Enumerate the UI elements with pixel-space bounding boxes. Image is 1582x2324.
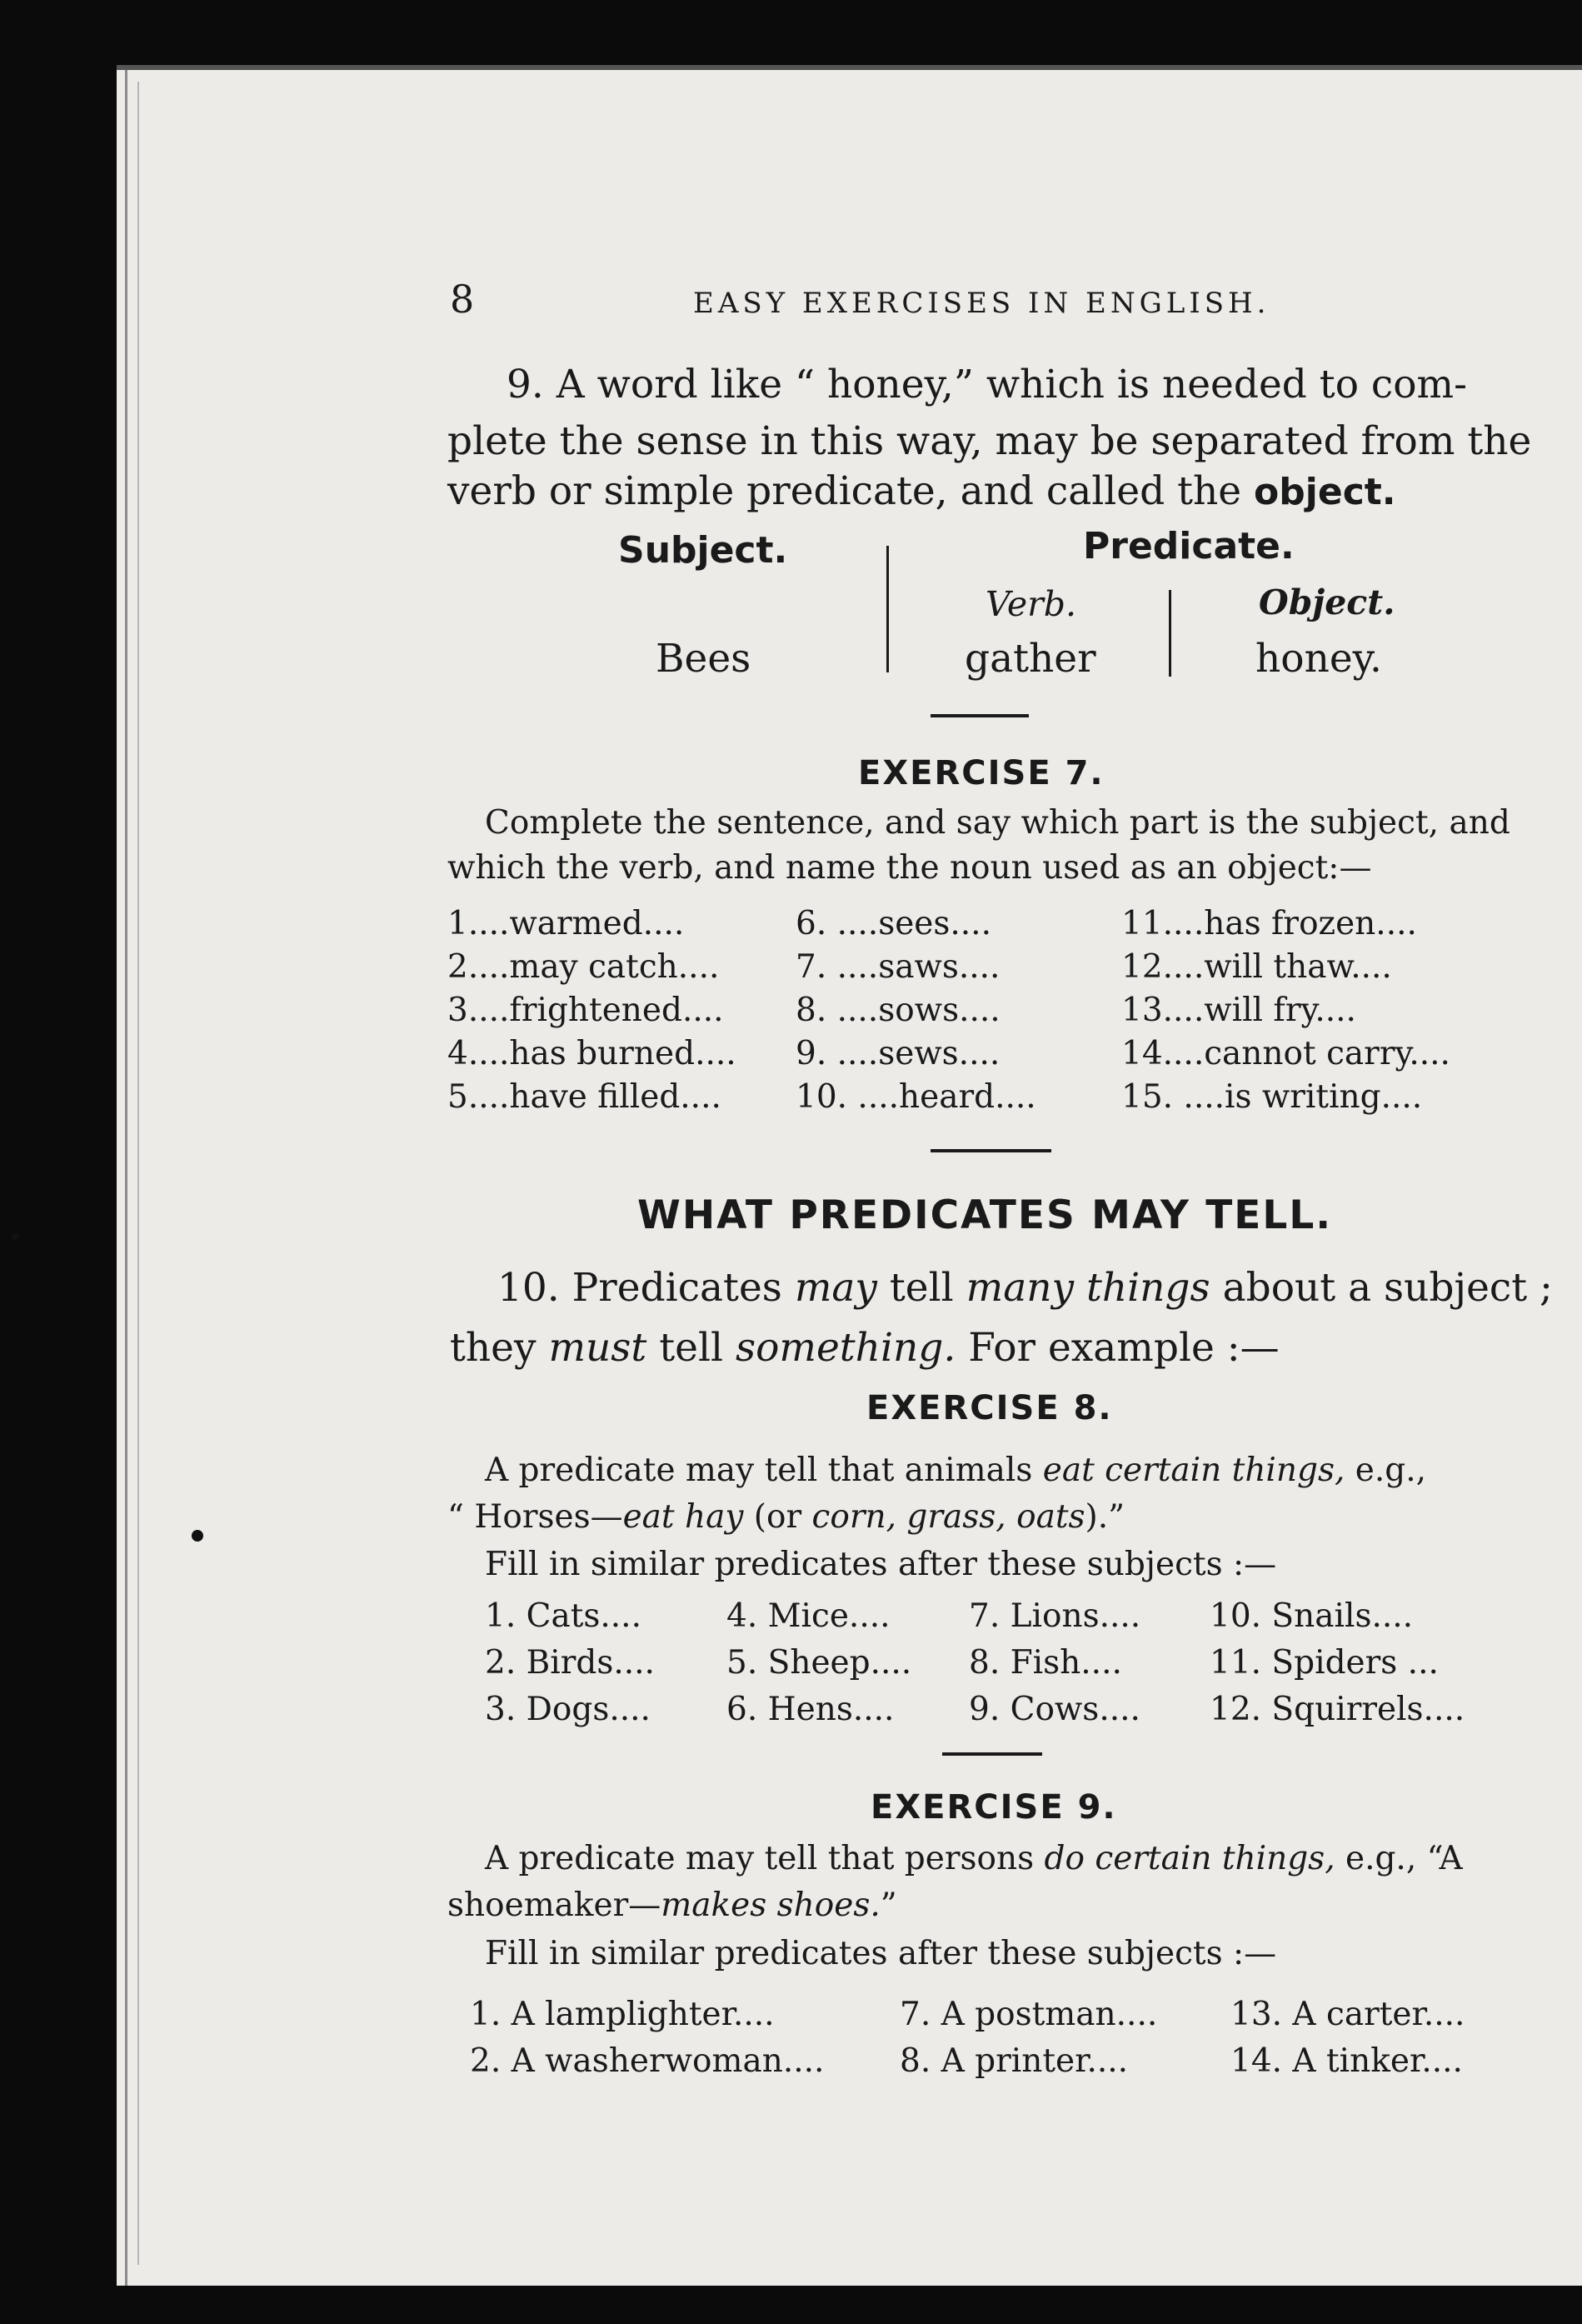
running-head: EASY EXERCISES IN ENGLISH. [693,287,1270,320]
para10-emph-something: something. [735,1325,956,1371]
exercise8-item: 3. Dogs.... [485,1691,651,1728]
exercise9-intro-emph: makes shoes. [661,1887,881,1924]
separator-rule [931,714,1029,717]
exercise7-item: 2....may catch.... [447,948,720,986]
exercise9-intro-text: A predicate may tell that persons [485,1840,1045,1877]
exercise7-item: 8. ....sows.... [796,992,1001,1029]
exercise8-item: 6. Hens.... [726,1691,895,1728]
exercise8-col3 [969,1593,1140,1733]
exercise8-item: 12. Squirrels.... [1210,1691,1465,1728]
exercise8-item: 10. Snails.... [1210,1597,1414,1635]
exercise8-intro-emph: eat certain things, [1042,1452,1345,1489]
exercise9-instructions: Fill in similar predicates after these subjects :— [485,1935,1277,1972]
exercise9-intro-line1 [485,1840,1463,1877]
para10-text: about a subject ; [1210,1265,1553,1311]
exercise8-intro-text: (or [743,1498,812,1536]
exercise7-item: 4....has burned.... [447,1035,736,1072]
exercise7-item: 14....cannot carry.... [1121,1035,1450,1072]
exercise9-intro-text: e.g., “A [1335,1840,1463,1877]
separator-rule [942,1752,1042,1756]
exercise7-item: 9. ....sews.... [796,1035,1001,1072]
exercise9-col1 [470,1992,824,2085]
page-mark [12,1233,18,1240]
exercise8-intro-line2 [447,1498,1125,1536]
exercise9-intro-text: ” [880,1887,897,1924]
para10-text: For example :— [956,1325,1280,1371]
diagram-object-head: Object. [1259,582,1395,622]
exercise7-item: 6. ....sees.... [796,905,991,942]
exercise7-item: 3....frightened.... [447,992,724,1029]
para9-line1: 9. A word like “ honey,” which is needed to com- [507,362,1467,407]
exercise8-intro-emph: eat hay [622,1498,744,1536]
page-top-edge [117,65,1582,70]
exercise7-col3 [1121,902,1450,1119]
page-edge-line [137,82,139,2265]
exercise7-item: 15. ....is writing.... [1121,1078,1423,1116]
exercise7-intro-line1: Complete the sentence, and say which part is the subject, and [485,804,1510,842]
exercise9-item: 14. A tinker.... [1230,2042,1463,2080]
exercise8-item: 8. Fish.... [969,1644,1122,1682]
para9-line3 [447,463,1396,521]
section-title: WHAT PREDICATES MAY TELL. [637,1192,1333,1238]
para10-line1 [497,1260,1553,1317]
exercise7-col1 [447,902,736,1119]
exercise8-intro-text: “ Horses— [447,1498,623,1536]
exercise9-item: 2. A washerwoman.... [470,2042,825,2080]
para10-emph-may: may [794,1265,877,1311]
exercise9-intro-emph: do certain things, [1044,1840,1335,1877]
exercise7-item: 1....warmed.... [447,905,685,942]
exercise8-intro-line1 [485,1452,1426,1489]
page-mark [192,1530,203,1542]
exercise7-col2 [796,902,1036,1119]
diagram-subject: Bees [656,636,751,682]
exercise8-instructions: Fill in similar predicates after these subjects :— [485,1546,1277,1583]
exercise8-col4 [1210,1593,1465,1733]
para10-text: 10. Predicates [497,1265,795,1311]
diagram-object: honey. [1255,636,1382,682]
page-edge-line [125,65,127,2286]
exercise9-item: 8. A printer.... [900,2042,1129,2080]
exercise8-intro-text: A predicate may tell that animals [485,1452,1043,1489]
diagram-subject-head: Subject. [618,529,788,572]
exercise7-item: 13....will fry.... [1121,992,1356,1029]
exercise7-intro-line2: which the verb, and name the noun used as an object:— [447,849,1372,887]
exercise7-item: 5....have filled.... [447,1078,721,1116]
exercise8-item: 11. Spiders ... [1210,1644,1439,1682]
exercise7-item: 10. ....heard.... [796,1078,1036,1116]
diagram-verb-head: Verb. [986,584,1076,624]
exercise8-item: 5. Sheep.... [726,1644,912,1682]
para10-text: tell [876,1265,966,1311]
diagram-predicate-head: Predicate. [1083,525,1295,567]
diagram-verb: gather [965,636,1096,682]
exercise9-intro-line2 [447,1887,897,1924]
para10-line2 [450,1320,1280,1377]
exercise8-item: 2. Birds.... [485,1644,655,1682]
exercise8-col1 [485,1593,655,1733]
exercise8-title: EXERCISE 8. [866,1389,1113,1427]
para10-emph-many: many things [966,1265,1210,1311]
para10-text: tell [646,1325,736,1371]
para10-emph-must: must [548,1325,647,1371]
exercise9-col2 [900,1992,1157,2085]
exercise8-intro-emph: corn, grass, oats [811,1498,1085,1536]
object-term: object. [1254,471,1396,513]
exercise8-intro-text: ).” [1085,1498,1125,1536]
exercise9-item: 13. A carter.... [1230,1996,1465,2033]
exercise9-title: EXERCISE 9. [871,1788,1117,1827]
para10-text: they [450,1325,549,1371]
exercise7-title: EXERCISE 7. [858,754,1105,792]
exercise7-item: 11....has frozen.... [1121,905,1417,942]
para9-line2: plete the sense in this way, may be separated from the [447,418,1532,464]
exercise9-item: 7. A postman.... [900,1996,1158,2033]
exercise9-intro-text: shoemaker— [447,1887,661,1924]
exercise8-intro-text: e.g., [1345,1452,1427,1489]
exercise7-item: 7. ....saws.... [796,948,1001,986]
exercise8-item: 1. Cats.... [485,1597,641,1635]
exercise7-item: 12....will thaw.... [1121,948,1392,986]
diagram-divider-main [886,546,889,672]
diagram-divider-verb [1169,590,1171,677]
exercise8-col2 [726,1593,911,1733]
exercise9-item: 1. A lamplighter.... [470,1996,775,2033]
exercise8-item: 4. Mice.... [726,1597,891,1635]
separator-rule [931,1149,1051,1152]
para9-line3-text: verb or simple predicate, and called the [447,468,1255,514]
exercise9-col3 [1230,1992,1465,2085]
page-number: 8 [450,277,475,322]
exercise8-item: 7. Lions.... [969,1597,1141,1635]
exercise8-item: 9. Cows.... [969,1691,1140,1728]
